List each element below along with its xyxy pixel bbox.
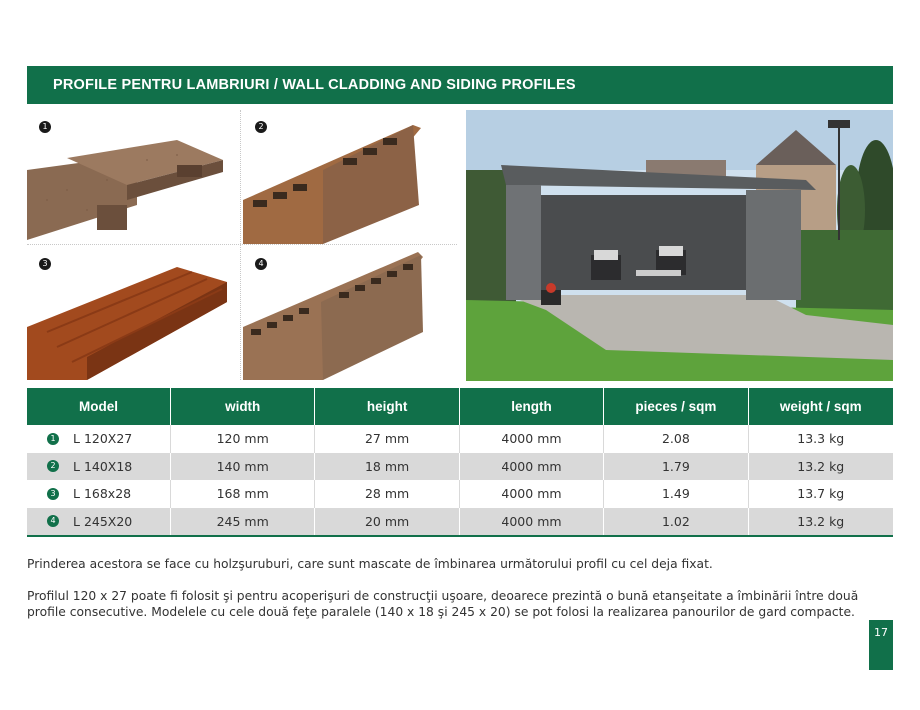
- page-title: PROFILE PENTRU LAMBRIURI / WALL CLADDING AND SIDING PROFILES: [27, 66, 893, 104]
- cell-height: 27 mm: [315, 425, 459, 453]
- page-number: 17: [869, 620, 893, 670]
- table-row: [27, 508, 893, 536]
- cell-width: 120 mm: [171, 425, 315, 453]
- badge-4: 4: [255, 258, 267, 270]
- cell-height: 20 mm: [315, 508, 459, 536]
- row-badge-2: 2: [47, 460, 59, 472]
- cell-length: 4000 mm: [460, 425, 604, 453]
- cell-model: L 168x28: [73, 486, 132, 501]
- cell-length: 4000 mm: [460, 453, 604, 481]
- row-badge-4: 4: [47, 515, 59, 527]
- cell-length: 4000 mm: [460, 508, 604, 536]
- header-weight: weight / sqm: [779, 399, 862, 414]
- photo-divider-horizontal: [27, 244, 457, 245]
- cell-weight: 13.7 kg: [797, 486, 845, 501]
- photo-profile-3: [27, 247, 239, 380]
- header-length: length: [460, 388, 604, 425]
- badge-1: 1: [39, 121, 51, 133]
- paragraph-usage: Profilul 120 x 27 poate fi folosit şi pentru acoperişuri de construcţii uşoare, deoarece prezintă o bună etanşeitate a îmbinării între două profile consecutive. Modelele cu cele două feţe paralele (140 x 18 şi 245 x 20) se pot folosi la realizarea panourilor de gard compacte.: [27, 589, 859, 619]
- cell-width: 140 mm: [171, 453, 315, 481]
- badge-3: 3: [39, 258, 51, 270]
- photo-garden-pavilion: [466, 110, 893, 381]
- table-row: [27, 425, 893, 453]
- table-bottom-rule: [27, 535, 893, 537]
- cell-model: L 245X20: [73, 513, 133, 529]
- header-model: Model: [27, 388, 171, 425]
- row-badge-1: 1: [47, 433, 59, 445]
- row-badge-3: 3: [47, 488, 59, 500]
- cell-pieces: 1.79: [604, 453, 748, 481]
- paragraph-fixing: Prinderea acestora se face cu holzşuruburi, care sunt mascate de îmbinarea următorului profil cu cel deja fixat.: [27, 557, 713, 571]
- cell-model: L 140X18: [73, 458, 133, 474]
- cell-weight: 13.3 kg: [797, 431, 845, 446]
- cell-height: 28 mm: [315, 480, 459, 508]
- cell-height: 18 mm: [315, 453, 459, 481]
- table-row: [27, 453, 893, 481]
- cell-weight: 13.2 kg: [797, 458, 845, 474]
- cell-pieces: 2.08: [604, 425, 748, 453]
- cell-width: 245 mm: [171, 508, 315, 536]
- cell-length: 4000 mm: [460, 480, 604, 508]
- header-pieces: pieces / sqm: [604, 388, 748, 425]
- cell-weight: 13.2 kg: [797, 513, 845, 529]
- cell-width: 168 mm: [171, 480, 315, 508]
- photo-divider-vertical: [240, 110, 241, 380]
- badge-2: 2: [255, 121, 267, 133]
- specs-table: [27, 388, 893, 537]
- header-height: height: [315, 388, 459, 425]
- cell-model: L 120X27: [73, 431, 133, 446]
- photo-profile-1: [27, 110, 239, 244]
- cell-pieces: 1.49: [604, 480, 748, 508]
- header-width: width: [171, 388, 315, 425]
- photo-profile-4: [243, 247, 457, 380]
- photo-profile-2: [243, 110, 457, 244]
- table-header-row: [27, 388, 893, 425]
- cell-pieces: 1.02: [604, 508, 748, 536]
- table-row: [27, 480, 893, 508]
